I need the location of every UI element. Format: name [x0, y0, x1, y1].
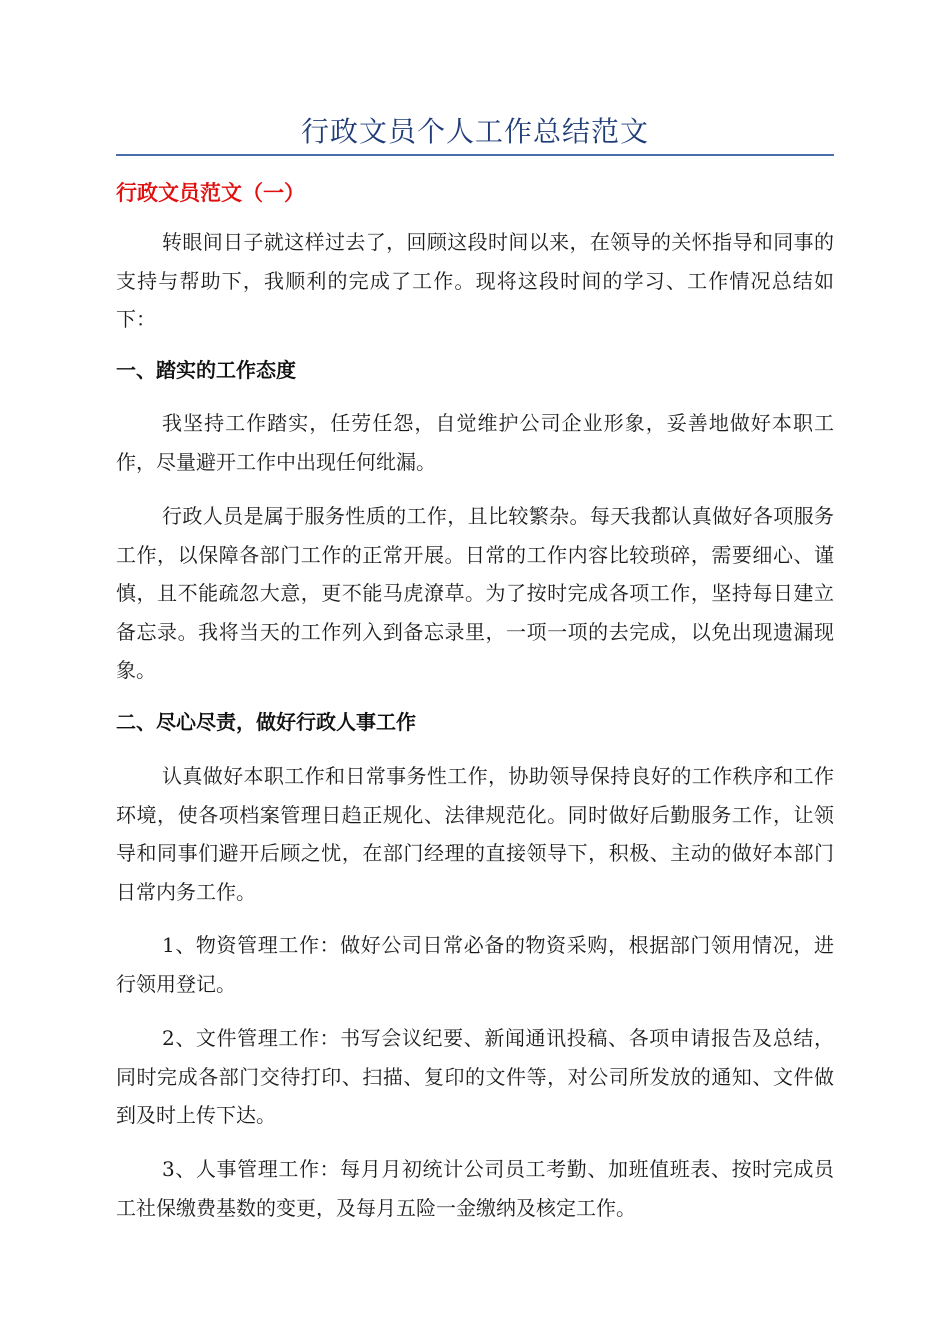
- part2-heading: 二、尽心尽责，做好行政人事工作: [116, 710, 416, 734]
- section-heading: 行政文员范文（一）: [116, 181, 305, 205]
- part2-item-1: 1、物资管理工作：做好公司日常必备的物资采购，根据部门领用情况，进行领用登记。: [116, 933, 834, 996]
- part1-heading: 一、踏实的工作态度: [116, 358, 296, 382]
- document-title: 行政文员个人工作总结范文: [300, 115, 649, 148]
- title-divider: [116, 154, 834, 156]
- intro-paragraph: 转眼间日子就这样过去了，回顾这段时间以来，在领导的关怀指导和同事的支持与帮助下，我顺利的完成了工作。现将这段时间的学习、工作情况总结如下：: [116, 230, 834, 332]
- part2-item-2: 2、文件管理工作：书写会议纪要、新闻通讯投稿、各项申请报告及总结，同时完成各部门交待打印、扫描、复印的文件等，对公司所发放的通知、文件做到及时上传下达。: [116, 1026, 834, 1128]
- part1-paragraph-2: 行政人员是属于服务性质的工作，且比较繁杂。每天我都认真做好各项服务工作，以保障各部门工作的正常开展。日常的工作内容比较琐碎，需要细心、谨慎，且不能疏忽大意，更不能马虎潦草。为了按时完成各项工作，坚持每日建立备忘录。我将当天的工作列入到备忘录里，一项一项的去完成，以免出现遗漏现象。: [116, 504, 834, 683]
- part2-paragraph-1: 认真做好本职工作和日常事务性工作，协助领导保持良好的工作秩序和工作环境，使各项档案管理日趋正规化、法律规范化。同时做好后勤服务工作，让领导和同事们避开后顾之忧，在部门经理的直接领导下，积极、主动的做好本部门日常内务工作。: [116, 764, 834, 904]
- part1-paragraph-1: 我坚持工作踏实，任劳任怨，自觉维护公司企业形象，妥善地做好本职工作，尽量避开工作中出现任何纰漏。: [116, 411, 834, 474]
- part2-item-3: 3、人事管理工作：每月月初统计公司员工考勤、加班值班表、按时完成员工社保缴费基数的变更，及每月五险一金缴纳及核定工作。: [116, 1157, 834, 1220]
